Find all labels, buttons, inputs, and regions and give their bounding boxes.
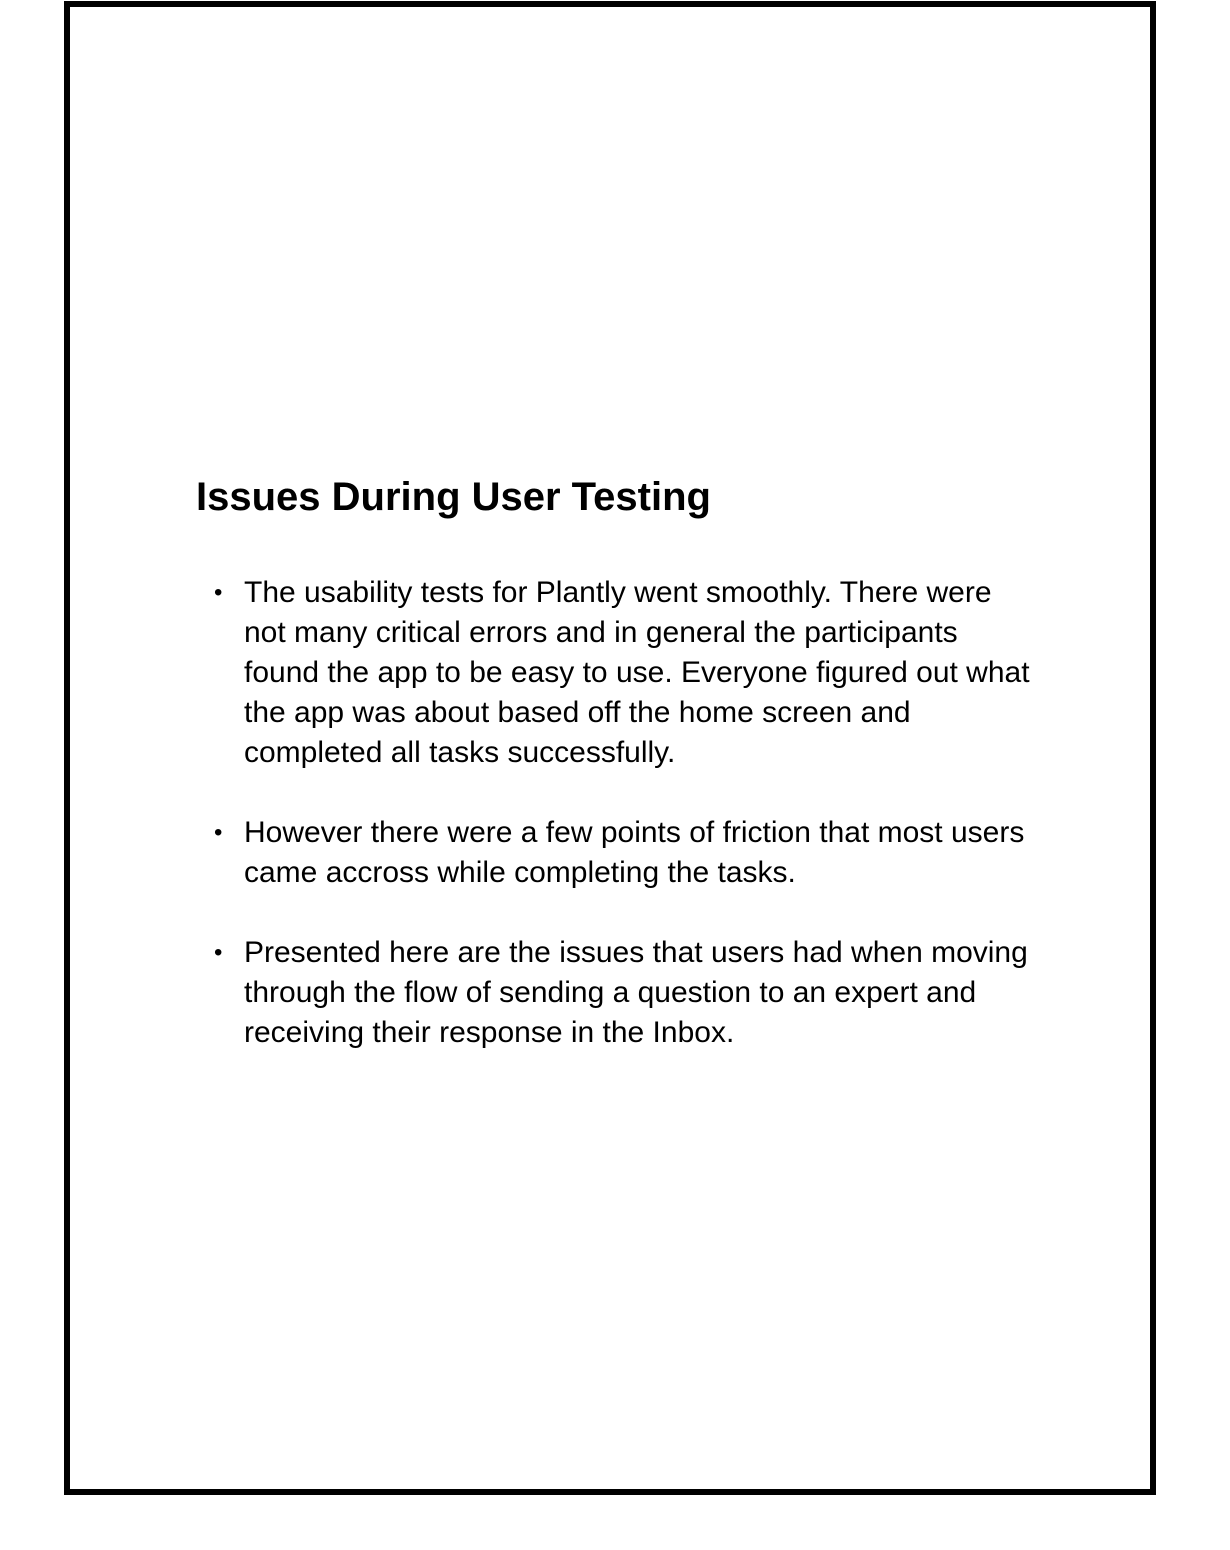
list-item <box>196 933 1036 1053</box>
bullet-text: However there were a few points of friction that most users came accross while completing the tasks. <box>244 816 1025 889</box>
bullet-icon: • <box>214 939 223 966</box>
bullet-icon: • <box>214 579 223 606</box>
page-frame <box>64 1 1156 1495</box>
page-content <box>196 473 1036 1093</box>
page-title: Issues During User Testing <box>196 475 711 519</box>
bullet-text: Presented here are the issues that users had when moving through the flow of sending a question to an expert and receiving their response in the Inbox. <box>244 936 1028 1049</box>
bullet-list <box>196 573 1036 1053</box>
list-item <box>196 813 1036 893</box>
bullet-icon: • <box>214 819 223 846</box>
list-item <box>196 573 1036 773</box>
bullet-text: The usability tests for Plantly went smoothly. There were not many critical errors and in general the participants found the app to be easy to use. Everyone figured out what the app was about based off the home screen and completed all tasks successfully. <box>244 576 1030 769</box>
